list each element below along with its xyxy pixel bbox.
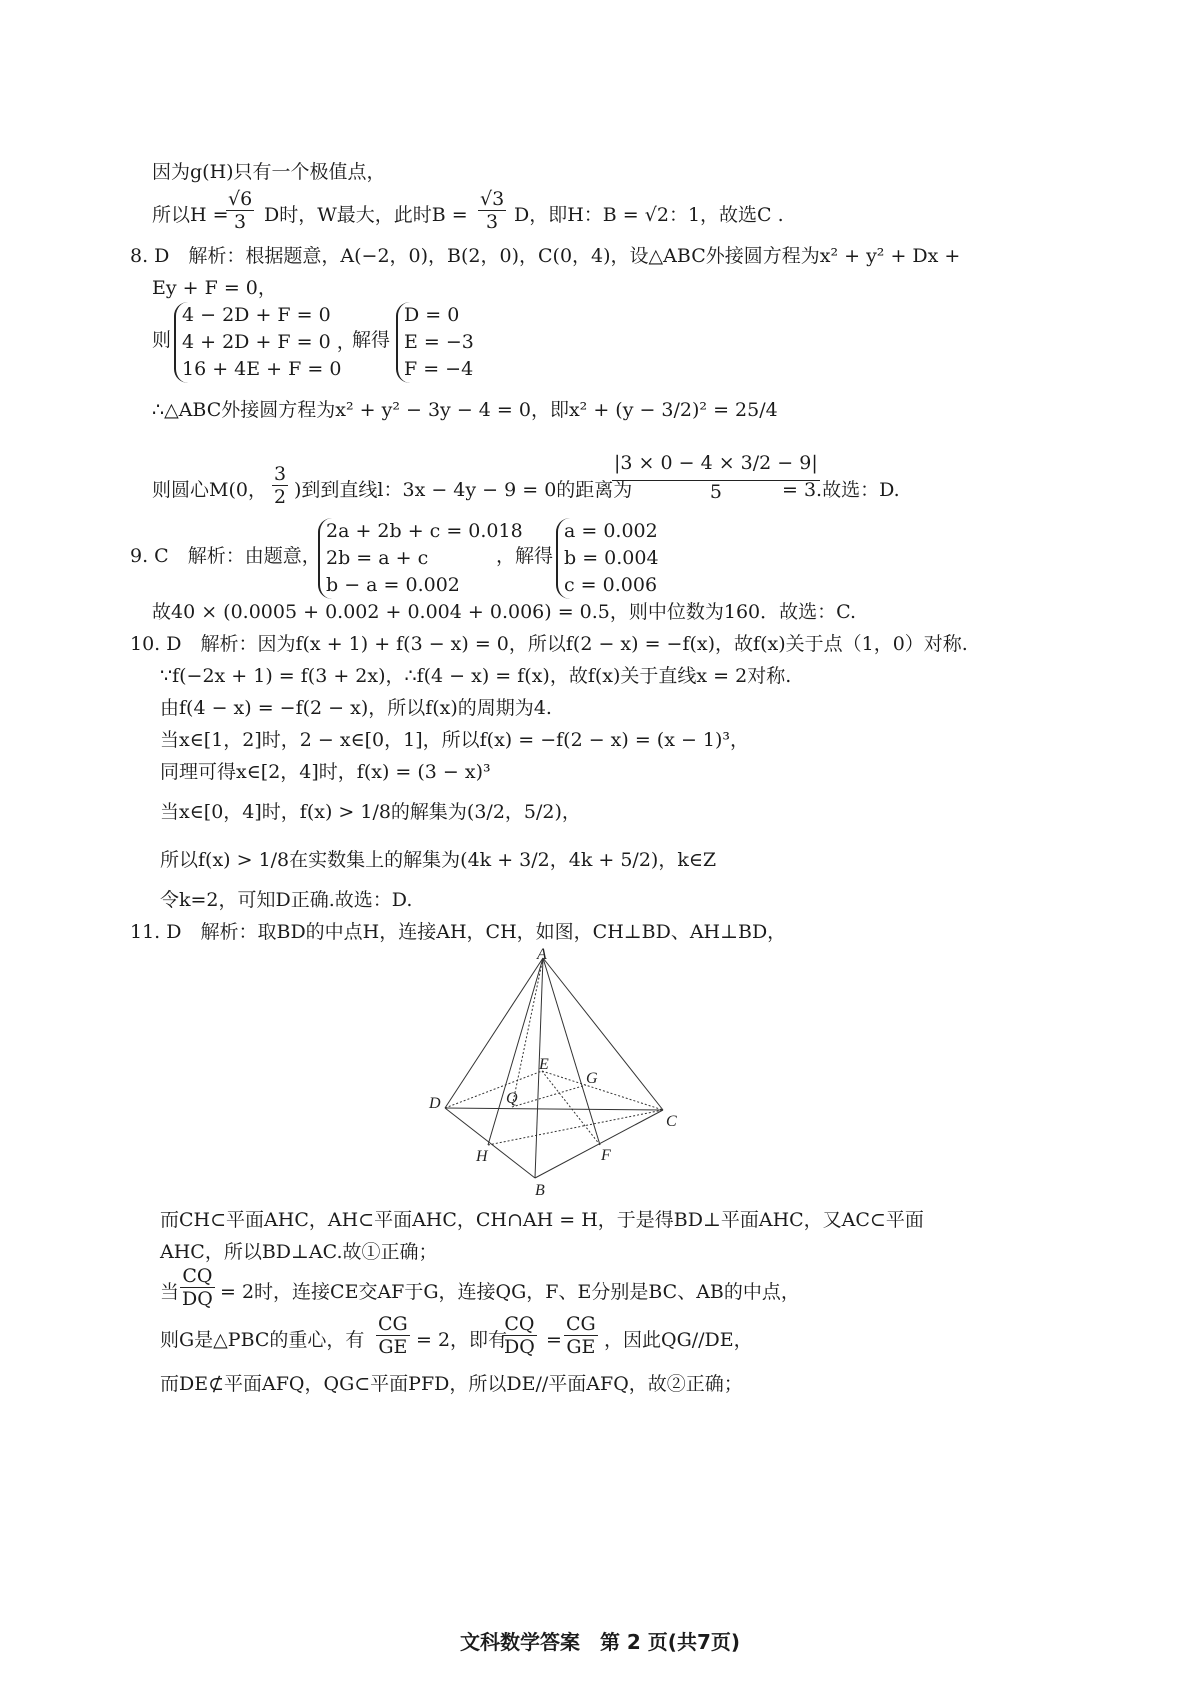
text-line: 而DE⊄平面AFQ，QG⊂平面PFD，所以DE//平面AFQ，故②正确；: [160, 1373, 743, 1395]
label-F: F: [601, 1147, 611, 1164]
equation-system: D = 0 E = −3 F = −4: [396, 302, 474, 383]
text-line: )到到直线l：3x − 4y − 9 = 0的距离为: [294, 479, 633, 501]
question-8: 8. D 解析：根据题意，A(−2，0)，B(2，0)，C(0，4)，设△ABC外接圆方程为x² + y² + Dx +: [130, 245, 961, 267]
fraction: $\frac{|3 \times 0 - 4 \times 3/2 - 9|}{5}$: [614, 452, 818, 503]
text-line: 由f(4 − x) = −f(2 − x)，所以f(x)的周期为4.: [160, 697, 552, 719]
label-A: A: [537, 946, 547, 963]
question-10: 10. D 解析：因为f(x + 1) + f(3 − x) = 0，所以f(2 − x) = −f(x)，故f(x)关于点（1，0）对称.: [130, 633, 968, 655]
edge-AD: [445, 958, 543, 1108]
equation-system: 4 − 2D + F = 0 4 + 2D + F = 0 ， 16 + 4E + F = 0: [174, 302, 356, 383]
text-line: 则: [152, 329, 172, 351]
text-line: D，即H：B = √2：1，故选C .: [514, 204, 784, 226]
text-line: 所以H =: [152, 204, 229, 226]
edge-DB: [445, 1108, 535, 1178]
pyramid-diagram: [420, 945, 700, 1195]
text-line: 当x∈[1，2]时，2 − x∈[0，1]，所以f(x) = −f(2 − x) = (x − 1)³，: [160, 729, 750, 751]
equation-system: a = 0.002 b = 0.004 c = 0.006: [556, 518, 659, 599]
fraction: $\frac{3}{2}$: [274, 463, 287, 508]
dashed-EC: [542, 1071, 663, 1110]
page-footer: 文科数学答案 第 2 页(共7页): [459, 1630, 741, 1654]
text-line: D时，W最大，此时B =: [264, 204, 468, 226]
text-line: = 2时，连接CE交AF于G，连接QG，F、E分别是BC、AB的中点，: [220, 1281, 800, 1303]
text-line: ∴△ABC外接圆方程为x² + y² − 3y − 4 = 0，即x² + (y − 3/2)² = 25/4: [152, 399, 778, 421]
text-line: 故40 × (0.0005 + 0.002 + 0.004 + 0.006) = 0.5，则中位数为160．故选：C.: [152, 601, 857, 623]
text-line: 则G是△PBC的重心，有: [160, 1329, 365, 1351]
text-line: 解得: [352, 329, 391, 351]
text-line: ，因此QG//DE，: [604, 1329, 753, 1351]
edge-AC: [543, 958, 663, 1110]
edge-AH: [488, 958, 543, 1145]
question-11: 11. D 解析：取BD的中点H，连接AH，CH，如图，CH⊥BD、AH⊥BD，: [130, 921, 787, 943]
fraction: $\frac{√6}{3}$: [228, 188, 253, 233]
text-line: 而CH⊂平面AHC，AH⊂平面AHC，CH∩AH = H，于是得BD⊥平面AHC，又AC⊂平面: [160, 1209, 924, 1231]
label-Q: Q: [506, 1090, 518, 1107]
question-9: 9. C 解析：由题意，: [130, 545, 321, 567]
text-line: =: [546, 1329, 562, 1351]
equation-system: 2a + 2b + c = 0.018 2b = a + c b − a = 0.002: [318, 518, 523, 599]
text-line: ，解得: [496, 545, 554, 567]
label-G: G: [586, 1070, 598, 1087]
dashed-QG: [512, 1085, 586, 1107]
fraction: $\frac{CG}{GE}$: [378, 1313, 408, 1358]
text-line: 因为g(H)只有一个极值点，: [152, 161, 386, 183]
text-line: 当: [160, 1281, 180, 1303]
fraction: $\frac{√3}{3}$: [480, 188, 505, 233]
text-line: 令k=2，可知D正确.故选：D.: [160, 889, 413, 911]
fraction: $\frac{CG}{GE}$: [566, 1313, 596, 1358]
text-line: = 3.故选：D.: [782, 479, 900, 501]
fraction: $\frac{CQ}{DQ}$: [182, 1265, 213, 1310]
text-line: 则圆心M(0，: [152, 479, 267, 501]
dashed-HC: [488, 1110, 663, 1145]
text-line: 所以f(x) > 1/8在实数集上的解集为(4k + 3/2，4k + 5/2)，k∈Z: [160, 849, 717, 871]
label-H: H: [476, 1148, 488, 1165]
text-line: Ey + F = 0，: [152, 277, 277, 299]
text-line: = 2，即有: [416, 1329, 508, 1351]
text-line: AHC，所以BD⊥AC.故①正确；: [160, 1241, 438, 1263]
fraction: $\frac{CQ}{DQ}$: [504, 1313, 535, 1358]
label-D: D: [429, 1095, 441, 1112]
edge-AF: [543, 958, 600, 1145]
label-C: C: [666, 1113, 677, 1130]
label-E: E: [539, 1056, 549, 1073]
text-line: 当x∈[0，4]时，f(x) > 1/8的解集为(3/2，5/2)，: [160, 801, 581, 823]
label-B: B: [535, 1182, 545, 1195]
text-line: ∵f(−2x + 1) = f(3 + 2x)，∴f(4 − x) = f(x)，故f(x)关于直线x = 2对称.: [160, 665, 792, 687]
text-line: 同理可得x∈[2，4]时，f(x) = (3 − x)³: [160, 761, 491, 783]
edge-DC: [445, 1108, 663, 1110]
